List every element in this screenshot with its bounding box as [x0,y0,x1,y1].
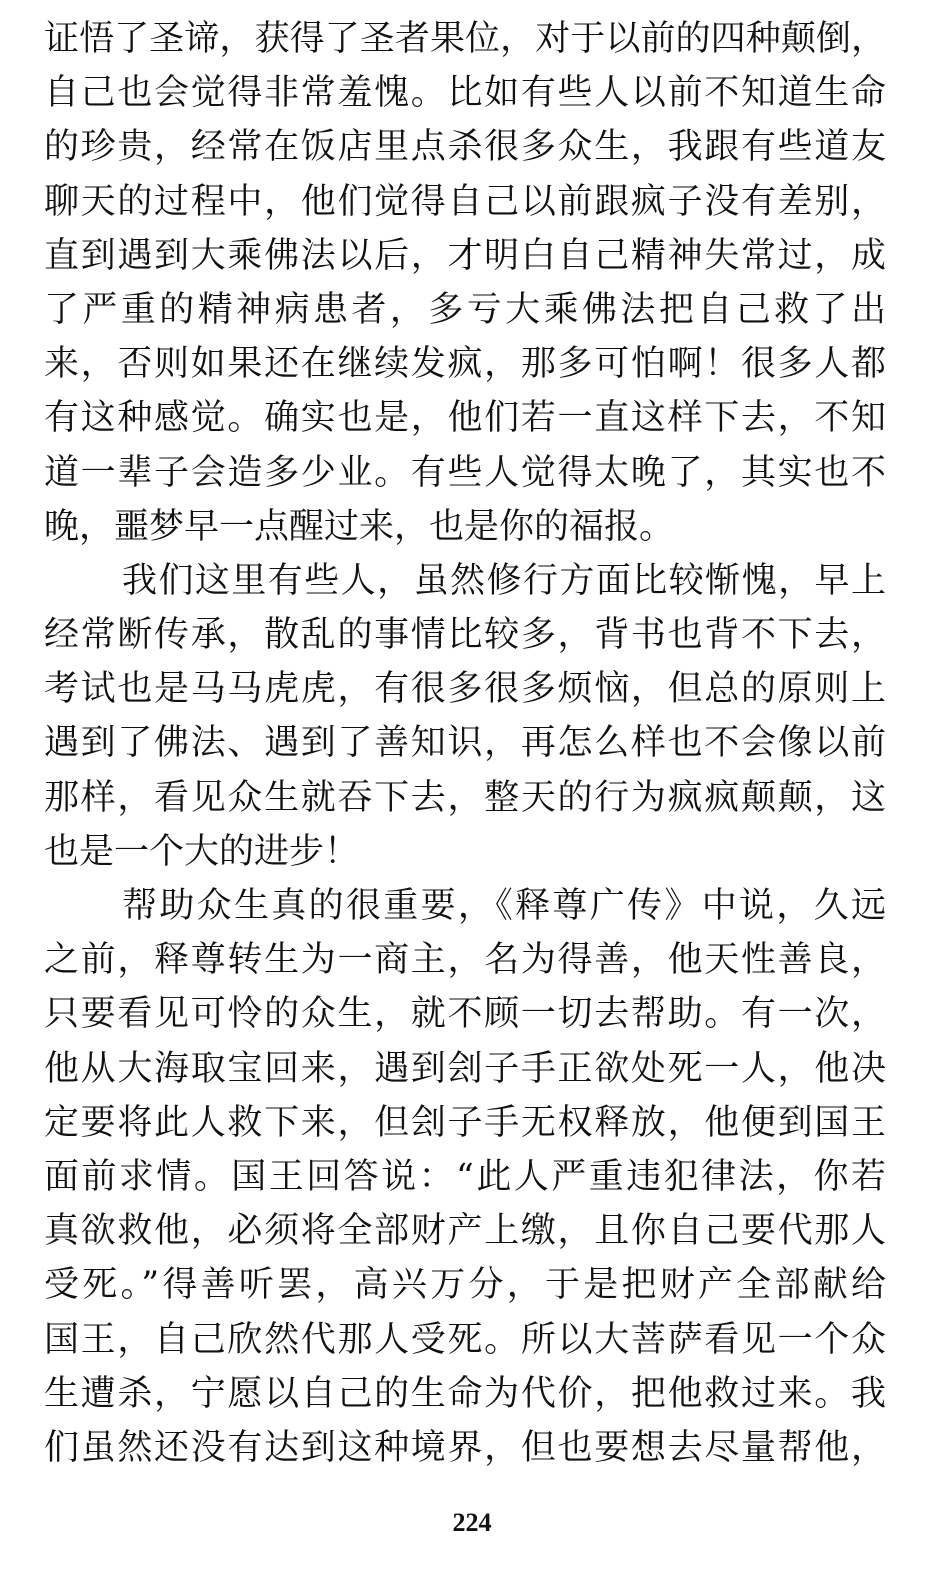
text-line: 直到遇到大乘佛法以后，才明白自己精神失常过，成 [44,235,886,276]
text-line: 也是一个大的进步！ [44,831,360,872]
text-line: 定要将此人救下来，但刽子手无权释放，他便到国王 [44,1102,886,1143]
text-line: 只要看见可怜的众生，就不顾一切去帮助。有一次， [44,994,886,1035]
text-line: 来，否则如果还在继续发疯，那多可怕啊！很多人都 [44,344,886,385]
text-line: 有这种感觉。确实也是，他们若一直这样下去，不知 [44,398,886,439]
text-line: 证悟了圣谛，获得了圣者果位，对于以前的四种颠倒， [44,19,886,59]
text-line: 自己也会觉得非常羞愧。比如有些人以前不知道生命 [44,73,886,114]
text-line: 面前求情。国王回答说：“此人严重违犯律法，你若 [44,1156,886,1197]
text-line: 国王，自己欣然代那人受死。所以大菩萨看见一个众 [44,1319,886,1360]
paragraph-3 [44,879,886,1475]
text-line: 聊天的过程中，他们觉得自己以前跟疯子没有差别， [44,181,886,222]
text-line: 了严重的精神病患者，多亏大乘佛法把自己救了出 [44,289,886,330]
text-line: 的珍贵，经常在饭店里点杀很多众生，我跟有些道友 [44,127,886,168]
page-number: 224 [452,1508,492,1537]
text-line: 我们这里有些人，虽然修行方面比较惭愧，早上 [122,560,886,601]
paragraph-1 [44,12,886,554]
body-text [44,12,886,1475]
text-line: 那样，看见众生就吞下去，整天的行为疯疯颠颠，这 [44,777,886,818]
text-line: 生遭杀，宁愿以自己的生命为代价，把他救过来。我 [44,1373,886,1414]
paragraph-2 [44,554,886,879]
text-line: 受死。”得善听罢，高兴万分，于是把财产全部献给 [44,1265,886,1306]
text-line: 遇到了佛法、遇到了善知识，再怎么样也不会像以前 [44,723,886,764]
text-line: 道一辈子会造多少业。有些人觉得太晚了，其实也不 [44,452,886,493]
text-line: 考试也是马马虎虎，有很多很多烦恼，但总的原则上 [44,669,886,710]
text-line: 晚，噩梦早一点醒过来，也是你的福报。 [44,506,675,547]
text-line: 帮助众生真的很重要，《释尊广传》中说，久远 [122,886,886,926]
text-line: 他从大海取宝回来，遇到刽子手正欲处死一人，他决 [44,1048,886,1089]
text-line: 之前，释尊转生为一商主，名为得善，他天性善良， [44,940,886,981]
text-line: 经常断传承，散乱的事情比较多，背书也背不下去， [44,615,886,656]
text-line: 真欲救他，必须将全部财产上缴，且你自己要代那人 [44,1211,886,1252]
text-line: 们虽然还没有达到这种境界，但也要想去尽量帮他， [44,1427,886,1468]
